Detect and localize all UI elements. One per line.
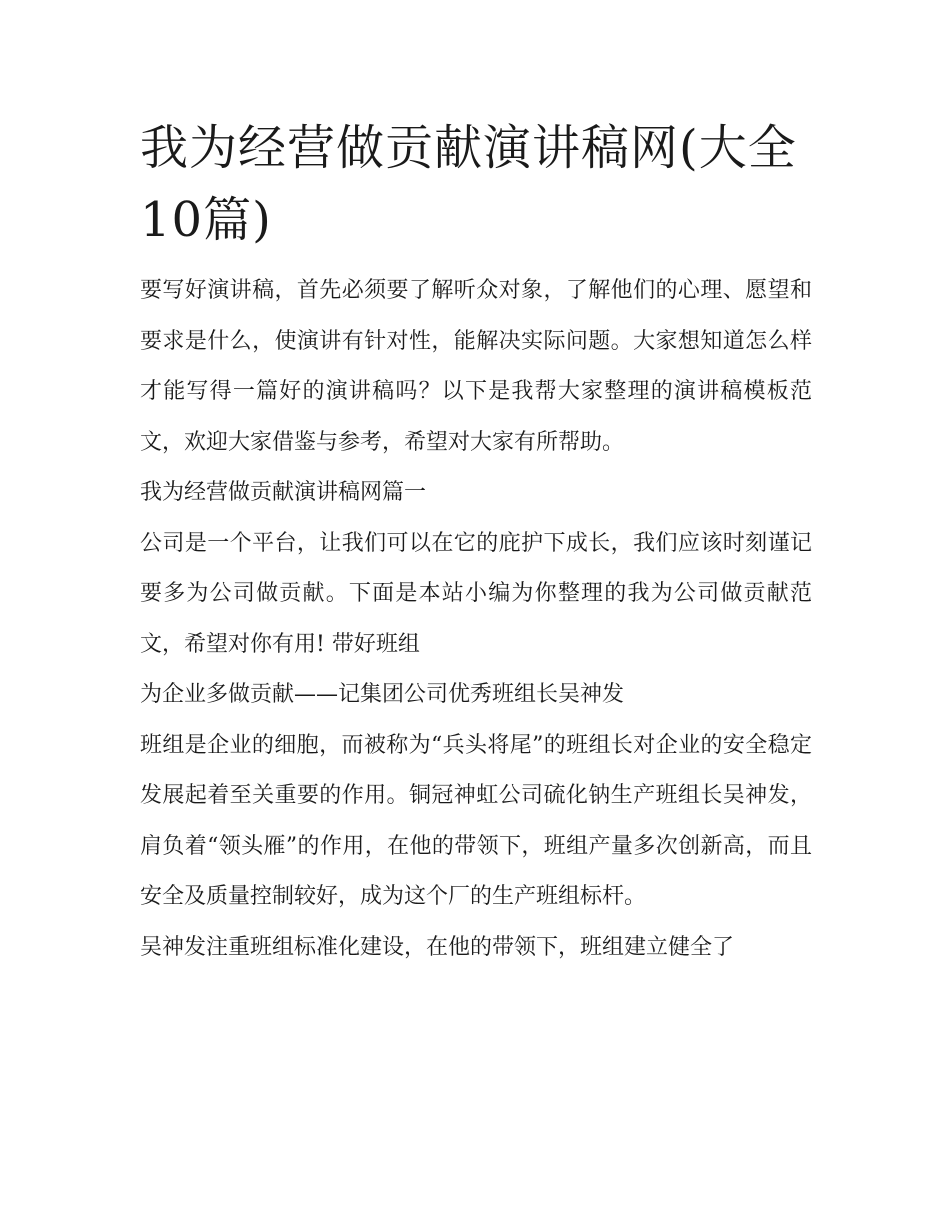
body-paragraph: 公司是一个平台，让我们可以在它的庇护下成长，我们应该时刻谨记要多为公司做贡献。下面是本站小编为你整理的我为公司做贡献范文，希望对你有用! 带好班组 (140, 530, 812, 657)
document-title: 我为经营做贡献演讲稿网(大全10篇) (140, 120, 797, 248)
document-body (140, 266, 812, 973)
body-paragraph: 班组是企业的细胞，而被称为“兵头将尾”的班组长对企业的安全稳定发展起着至关重要的作用。铜冠神虹公司硫化钠生产班组长吴神发，肩负着“领头雁”的作用，在他的带领下，班组产量多次创新高，而且安全及质量控制较好，成为这个厂的生产班组标杆。 (140, 732, 812, 909)
intro-paragraph: 要写好演讲稿，首先必须要了解听众对象，了解他们的心理、愿望和要求是什么，使演讲有针对性，能解决实际问题。大家想知道怎么样才能写得一篇好的演讲稿吗？以下是我帮大家整理的演讲稿模板范文，欢迎大家借鉴与参考，希望对大家有所帮助。 (140, 278, 812, 455)
subtitle-line: 为企业多做贡献——记集团公司优秀班组长吴神发 (140, 682, 625, 707)
section-heading: 我为经营做贡献演讲稿网篇一 (140, 480, 427, 505)
document-page (140, 112, 812, 973)
body-paragraph: 吴神发注重班组标准化建设，在他的带领下，班组建立健全了 (140, 934, 735, 960)
